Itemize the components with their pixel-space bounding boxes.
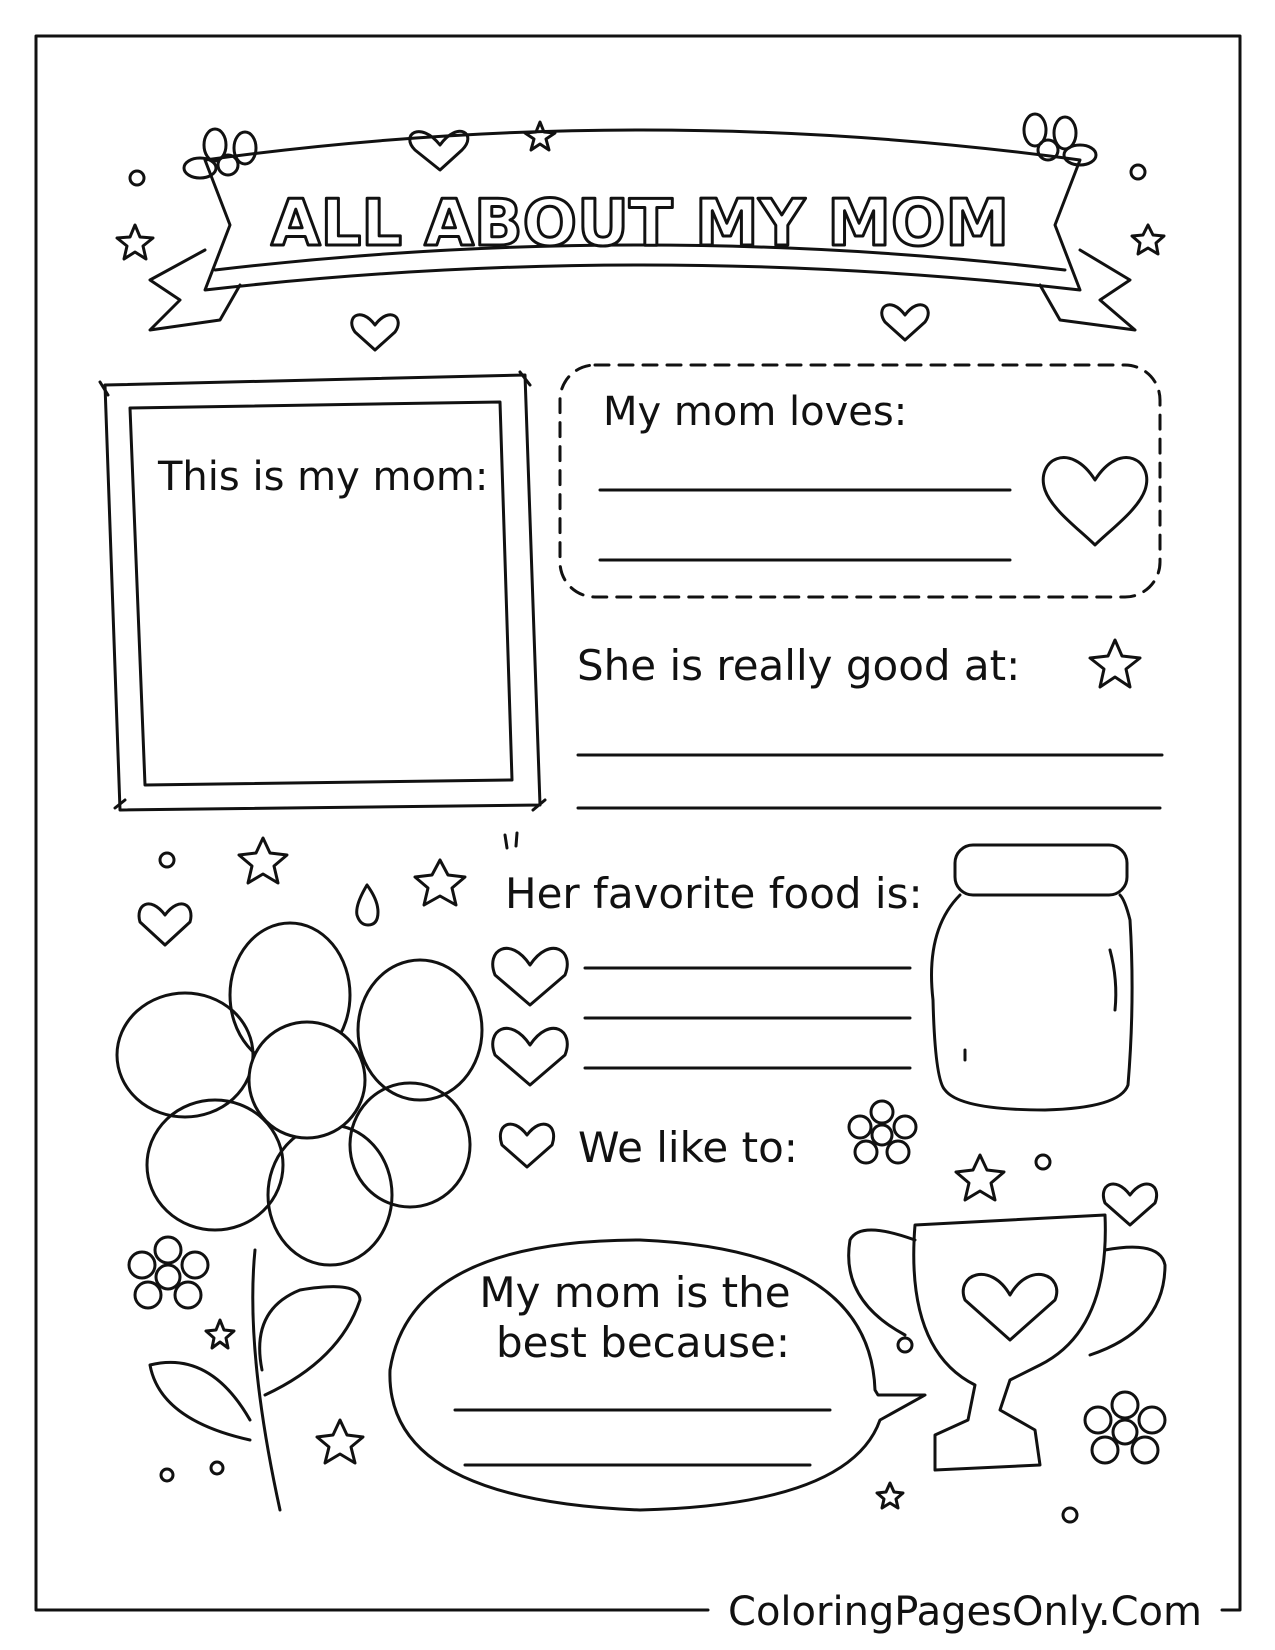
loves-label: My mom loves:: [603, 389, 908, 435]
photo-label: This is my mom:: [158, 454, 489, 500]
dot-icon: [1036, 1155, 1050, 1169]
heart-icon: [493, 1028, 568, 1085]
dot-icon: [1063, 1508, 1077, 1522]
star-icon: [1090, 640, 1140, 687]
jar-icon: [932, 845, 1133, 1110]
dot-icon: [160, 853, 174, 867]
heart-icon: [882, 305, 928, 340]
page-border: [36, 36, 1240, 1610]
heart-icon: [493, 948, 568, 1005]
big-flower-icon: [117, 923, 482, 1510]
best-label-line1: My mom is the: [479, 1268, 791, 1317]
best-label-line2: best because:: [495, 1318, 791, 1367]
heart-icon: [500, 1124, 553, 1167]
star-icon: [206, 1320, 234, 1348]
star-icon: [239, 838, 287, 883]
drop-icon: [357, 885, 378, 925]
star-icon: [317, 1420, 363, 1463]
trophy-icon: [849, 1215, 1165, 1470]
page-title: ALL ABOUT MY MOM: [270, 187, 1010, 261]
good-at-label: She is really good at:: [577, 641, 1021, 690]
star-icon: [117, 225, 153, 259]
flower-icon: [1085, 1392, 1165, 1463]
star-icon: [877, 1483, 903, 1508]
food-label: Her favorite food is:: [505, 869, 923, 918]
like-to-label: We like to:: [578, 1123, 798, 1172]
heart-icon: [1043, 458, 1147, 545]
star-icon: [415, 860, 465, 905]
photo-frame: [100, 372, 545, 810]
heart-icon: [139, 904, 191, 945]
dot-icon: [161, 1469, 173, 1481]
star-icon: [525, 122, 555, 150]
dot-icon: [1131, 165, 1145, 179]
flower-icon: [129, 1237, 208, 1308]
dot-icon: [130, 171, 144, 185]
heart-icon: [1103, 1184, 1156, 1225]
footer-site: ColoringPagesOnly.Com: [728, 1589, 1202, 1635]
star-icon: [956, 1155, 1004, 1200]
star-icon: [1132, 225, 1164, 254]
flower-icon: [849, 1101, 916, 1163]
dot-icon: [211, 1462, 223, 1474]
heart-icon: [352, 315, 398, 350]
